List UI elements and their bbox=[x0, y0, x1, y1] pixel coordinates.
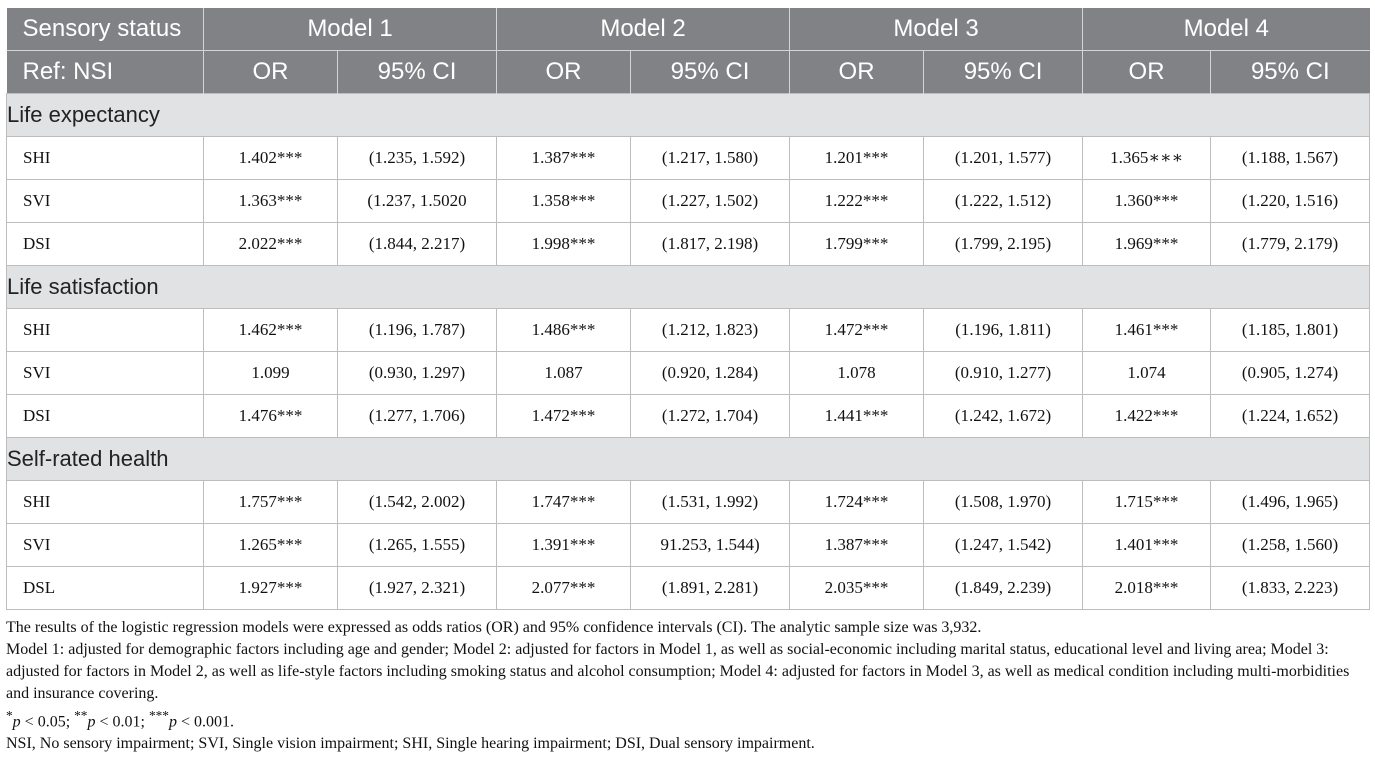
ci-cell: (1.212, 1.823) bbox=[631, 309, 790, 352]
table-row bbox=[7, 352, 1370, 395]
ci-cell: (1.227, 1.502) bbox=[631, 180, 790, 223]
ci-cell: (1.891, 2.281) bbox=[631, 567, 790, 610]
or-cell: 1.265*** bbox=[204, 524, 338, 567]
header-model-4: Model 4 bbox=[1083, 8, 1370, 51]
ci-cell: (0.920, 1.284) bbox=[631, 352, 790, 395]
or-cell: 1.387*** bbox=[790, 524, 924, 567]
ci-cell: (1.542, 2.002) bbox=[338, 481, 497, 524]
or-cell: 1.969*** bbox=[1083, 223, 1211, 266]
sig-marker-2: ** bbox=[74, 708, 88, 723]
ci-cell: (1.833, 2.223) bbox=[1211, 567, 1370, 610]
ci-cell: (1.817, 2.198) bbox=[631, 223, 790, 266]
header-row-measures bbox=[7, 51, 1370, 94]
or-cell: 1.358*** bbox=[497, 180, 631, 223]
header-reference: Ref: NSI bbox=[7, 51, 204, 94]
or-cell: 1.360*** bbox=[1083, 180, 1211, 223]
sig-p-3: p bbox=[168, 713, 177, 731]
or-cell: 2.022*** bbox=[204, 223, 338, 266]
section-title: Life expectancy bbox=[7, 94, 1370, 137]
row-label: DSL bbox=[7, 567, 204, 610]
or-cell: 1.757*** bbox=[204, 481, 338, 524]
or-cell: 1.441*** bbox=[790, 395, 924, 438]
or-cell: 1.472*** bbox=[790, 309, 924, 352]
ci-cell: (1.235, 1.592) bbox=[338, 137, 497, 180]
ci-cell: (1.201, 1.577) bbox=[924, 137, 1083, 180]
or-cell: 1.724*** bbox=[790, 481, 924, 524]
header-ci: 95% CI bbox=[1211, 51, 1370, 94]
or-cell: 1.078 bbox=[790, 352, 924, 395]
table-footnotes bbox=[6, 617, 1369, 755]
or-cell: 1.365∗∗∗ bbox=[1083, 137, 1211, 180]
ci-cell: (1.799, 2.195) bbox=[924, 223, 1083, 266]
or-cell: 2.018*** bbox=[1083, 567, 1211, 610]
footnote-abbreviations: NSI, No sensory impairment; SVI, Single vision impairment; SHI, Single hearing impairment; DSI, Dual sensory impairment. bbox=[6, 735, 815, 753]
table-row bbox=[7, 567, 1370, 610]
sig-threshold-1: < 0.05; bbox=[20, 713, 75, 731]
ci-cell: (1.185, 1.801) bbox=[1211, 309, 1370, 352]
row-label: SHI bbox=[7, 481, 204, 524]
ci-cell: (1.531, 1.992) bbox=[631, 481, 790, 524]
row-label: SHI bbox=[7, 137, 204, 180]
or-cell: 1.715*** bbox=[1083, 481, 1211, 524]
section-header-row bbox=[7, 438, 1370, 481]
row-label: DSI bbox=[7, 223, 204, 266]
header-model-2: Model 2 bbox=[497, 8, 790, 51]
sig-threshold-2: < 0.01; bbox=[95, 713, 149, 731]
table-row bbox=[7, 395, 1370, 438]
or-cell: 1.074 bbox=[1083, 352, 1211, 395]
ci-cell: (0.910, 1.277) bbox=[924, 352, 1083, 395]
section-header-row bbox=[7, 94, 1370, 137]
or-cell: 1.472*** bbox=[497, 395, 631, 438]
or-cell: 1.927*** bbox=[204, 567, 338, 610]
or-cell: 1.461*** bbox=[1083, 309, 1211, 352]
footnote-method: The results of the logistic regression models were expressed as odds ratios (OR) and 95% confidence intervals (CI). The analytic sample size was 3,932. bbox=[6, 619, 982, 636]
ci-cell: (1.222, 1.512) bbox=[924, 180, 1083, 223]
ci-cell: (1.188, 1.567) bbox=[1211, 137, 1370, 180]
sig-marker-3: *** bbox=[148, 708, 169, 723]
results-table bbox=[6, 8, 1370, 610]
ci-cell: (1.496, 1.965) bbox=[1211, 481, 1370, 524]
or-cell: 1.099 bbox=[204, 352, 338, 395]
or-cell: 1.476*** bbox=[204, 395, 338, 438]
header-or: OR bbox=[790, 51, 924, 94]
ci-cell: (1.844, 2.217) bbox=[338, 223, 497, 266]
ci-cell: (1.927, 2.321) bbox=[338, 567, 497, 610]
or-cell: 1.087 bbox=[497, 352, 631, 395]
or-cell: 1.363*** bbox=[204, 180, 338, 223]
header-or: OR bbox=[497, 51, 631, 94]
table-row bbox=[7, 137, 1370, 180]
or-cell: 1.222*** bbox=[790, 180, 924, 223]
table-row bbox=[7, 223, 1370, 266]
section-title: Life satisfaction bbox=[7, 266, 1370, 309]
ci-cell: (1.277, 1.706) bbox=[338, 395, 497, 438]
table-row bbox=[7, 180, 1370, 223]
header-ci: 95% CI bbox=[338, 51, 497, 94]
ci-cell: (1.508, 1.970) bbox=[924, 481, 1083, 524]
section-header-row bbox=[7, 266, 1370, 309]
or-cell: 1.747*** bbox=[497, 481, 631, 524]
header-or: OR bbox=[204, 51, 338, 94]
row-label: SVI bbox=[7, 352, 204, 395]
ci-cell: (1.779, 2.179) bbox=[1211, 223, 1370, 266]
table-row bbox=[7, 309, 1370, 352]
footnote-significance bbox=[6, 705, 1369, 733]
ci-cell: (1.247, 1.542) bbox=[924, 524, 1083, 567]
section-title: Self-rated health bbox=[7, 438, 1370, 481]
or-cell: 1.998*** bbox=[497, 223, 631, 266]
row-label: SVI bbox=[7, 180, 204, 223]
ci-cell: (1.265, 1.555) bbox=[338, 524, 497, 567]
header-row-models bbox=[7, 8, 1370, 51]
or-cell: 1.401*** bbox=[1083, 524, 1211, 567]
or-cell: 1.201*** bbox=[790, 137, 924, 180]
header-sensory-status: Sensory status bbox=[7, 8, 204, 51]
or-cell: 2.077*** bbox=[497, 567, 631, 610]
or-cell: 1.486*** bbox=[497, 309, 631, 352]
ci-cell: (1.258, 1.560) bbox=[1211, 524, 1370, 567]
ci-cell: (1.224, 1.652) bbox=[1211, 395, 1370, 438]
or-cell: 1.391*** bbox=[497, 524, 631, 567]
ci-cell: (1.237, 1.5020 bbox=[338, 180, 497, 223]
or-cell: 2.035*** bbox=[790, 567, 924, 610]
table-row bbox=[7, 481, 1370, 524]
or-cell: 1.402*** bbox=[204, 137, 338, 180]
header-model-3: Model 3 bbox=[790, 8, 1083, 51]
or-cell: 1.462*** bbox=[204, 309, 338, 352]
header-ci: 95% CI bbox=[631, 51, 790, 94]
ci-cell: (1.272, 1.704) bbox=[631, 395, 790, 438]
table-body bbox=[7, 94, 1370, 610]
ci-cell: (1.217, 1.580) bbox=[631, 137, 790, 180]
sig-marker-1: * bbox=[6, 708, 13, 723]
table-row bbox=[7, 524, 1370, 567]
sig-p-2: p bbox=[87, 713, 96, 731]
or-cell: 1.387*** bbox=[497, 137, 631, 180]
sig-threshold-3: < 0.001. bbox=[176, 713, 234, 731]
row-label: DSI bbox=[7, 395, 204, 438]
ci-cell: (1.196, 1.787) bbox=[338, 309, 497, 352]
or-cell: 1.799*** bbox=[790, 223, 924, 266]
ci-cell: (1.242, 1.672) bbox=[924, 395, 1083, 438]
ci-cell: (1.196, 1.811) bbox=[924, 309, 1083, 352]
row-label: SVI bbox=[7, 524, 204, 567]
header-model-1: Model 1 bbox=[204, 8, 497, 51]
sig-p-1: p bbox=[12, 713, 21, 731]
ci-cell: (0.930, 1.297) bbox=[338, 352, 497, 395]
ci-cell: (0.905, 1.274) bbox=[1211, 352, 1370, 395]
ci-cell: (1.849, 2.239) bbox=[924, 567, 1083, 610]
row-label: SHI bbox=[7, 309, 204, 352]
ci-cell: 91.253, 1.544) bbox=[631, 524, 790, 567]
header-or: OR bbox=[1083, 51, 1211, 94]
footnote-models: Model 1: adjusted for demographic factors including age and gender; Model 2: adjusted for factors in Model 1, as well as social-economic including marital status, educational level and living area; Model 3: adjusted for factors in Model 2, as well as life-style factors including smoking status and alcohol consumption; Model 4: adjusted for factors in Model 3, as well as medical condition including multi-morbidities and insurance covering. bbox=[6, 641, 1350, 702]
ci-cell: (1.220, 1.516) bbox=[1211, 180, 1370, 223]
header-ci: 95% CI bbox=[924, 51, 1083, 94]
or-cell: 1.422*** bbox=[1083, 395, 1211, 438]
